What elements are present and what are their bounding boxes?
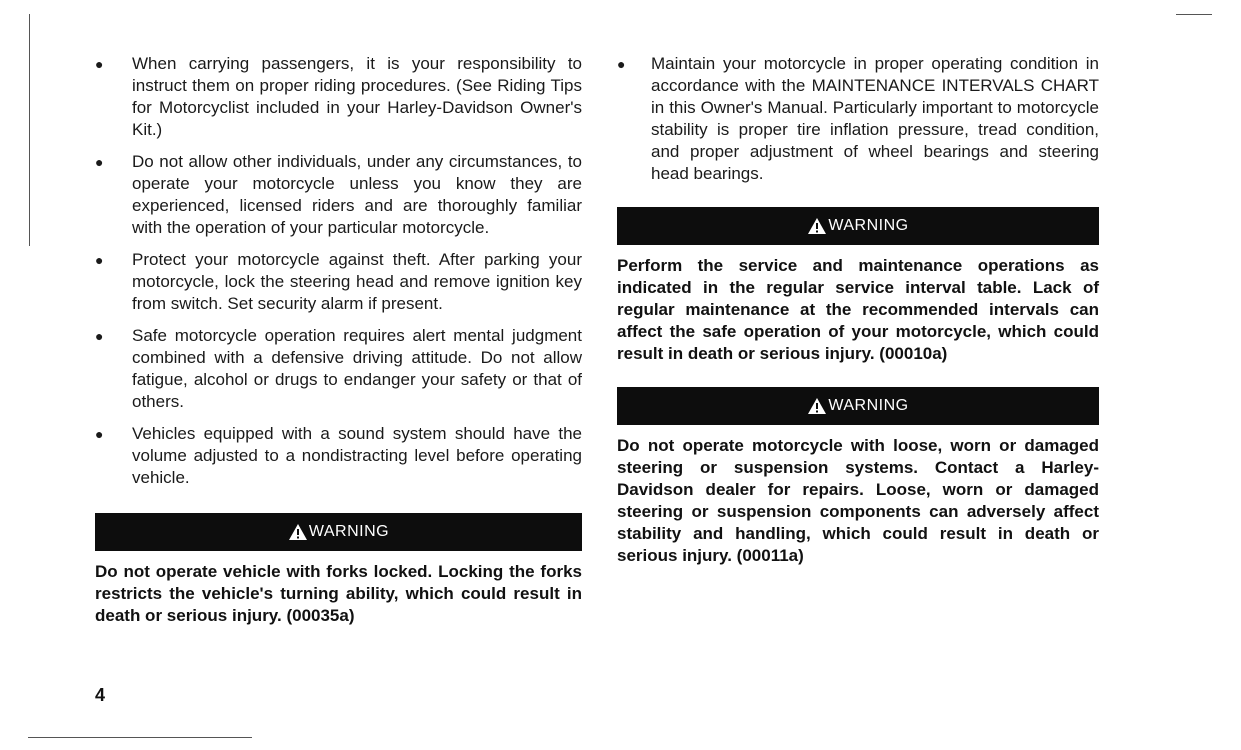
bullet-item	[95, 249, 582, 315]
warning-triangle-icon	[288, 523, 308, 541]
warning-text: Do not operate motorcycle with loose, worn or damaged steering or suspension systems. Contact a Harley-Davidson dealer for repairs. Loose, worn or damaged steering or suspension components can adversely affect stability and handling, which could result in death or serious injury. (00011a)	[617, 436, 1099, 565]
bullet-item	[617, 53, 1099, 185]
bullet-item	[95, 423, 582, 489]
warning-block	[95, 513, 582, 627]
warning-label: WARNING	[308, 523, 390, 540]
bullet-icon: ●	[95, 426, 104, 442]
left-column	[95, 53, 582, 627]
warning-label: WARNING	[828, 397, 909, 414]
bullet-icon: ●	[95, 154, 104, 170]
warning-triangle-icon	[807, 397, 827, 415]
bullet-item	[95, 325, 582, 413]
bullet-text: Vehicles equipped with a sound system should have the volume adjusted to a nondistracting level before operating vehicle.	[132, 424, 582, 487]
scan-bottom-line	[28, 737, 252, 738]
warning-text: Perform the service and maintenance operations as indicated in the regular service interval table. Lack of regular maintenance at the recommended intervals can affect the safe operation of your motorcycle, which could result in death or serious injury. (00010a)	[617, 256, 1099, 363]
warning-banner	[95, 513, 582, 551]
bullet-icon: ●	[617, 56, 626, 72]
page-number: 4	[95, 685, 106, 705]
bullet-text: Protect your motorcycle against theft. After parking your motorcycle, lock the steering head and remove ignition key from switch. Set security alarm if present.	[132, 250, 582, 313]
bullet-item	[95, 53, 582, 141]
bullet-icon: ●	[95, 56, 104, 72]
warning-label: WARNING	[828, 217, 909, 234]
bullet-icon: ●	[95, 328, 104, 344]
warning-block	[617, 387, 1099, 567]
scan-top-line	[1176, 14, 1212, 15]
bullet-item	[95, 151, 582, 239]
warning-banner	[617, 387, 1099, 425]
bullet-text: Safe motorcycle operation requires alert mental judgment combined with a defensive driving attitude. Do not allow fatigue, alcohol or drugs to endanger your safety or that of others.	[132, 326, 582, 411]
warning-banner	[617, 207, 1099, 245]
bullet-icon: ●	[95, 252, 104, 268]
bullet-text: Do not allow other individuals, under any circumstances, to operate your motorcycle unless you know they are experienced, licensed riders and are thoroughly familiar with the operation of your particular motorcycle.	[132, 152, 582, 237]
bullet-text: When carrying passengers, it is your responsibility to instruct them on proper riding procedures. (See Riding Tips for Motorcyclist included in your Harley-Davidson Owner's Kit.)	[132, 54, 582, 139]
right-column	[617, 53, 1099, 567]
warning-text: Do not operate vehicle with forks locked. Locking the forks restricts the vehicle's turning ability, which could result in death or serious injury. (00035a)	[95, 562, 582, 625]
warning-triangle-icon	[807, 217, 827, 235]
bullet-text: Maintain your motorcycle in proper operating condition in accordance with the MAINTENANCE INTERVALS CHART in this Owner's Manual. Particularly important to motorcycle stability is proper tire inflation pressure, tread condition, and proper adjustment of wheel bearings and steering head bearings.	[651, 54, 1099, 183]
scan-margin-line	[29, 14, 30, 246]
warning-block	[617, 207, 1099, 365]
